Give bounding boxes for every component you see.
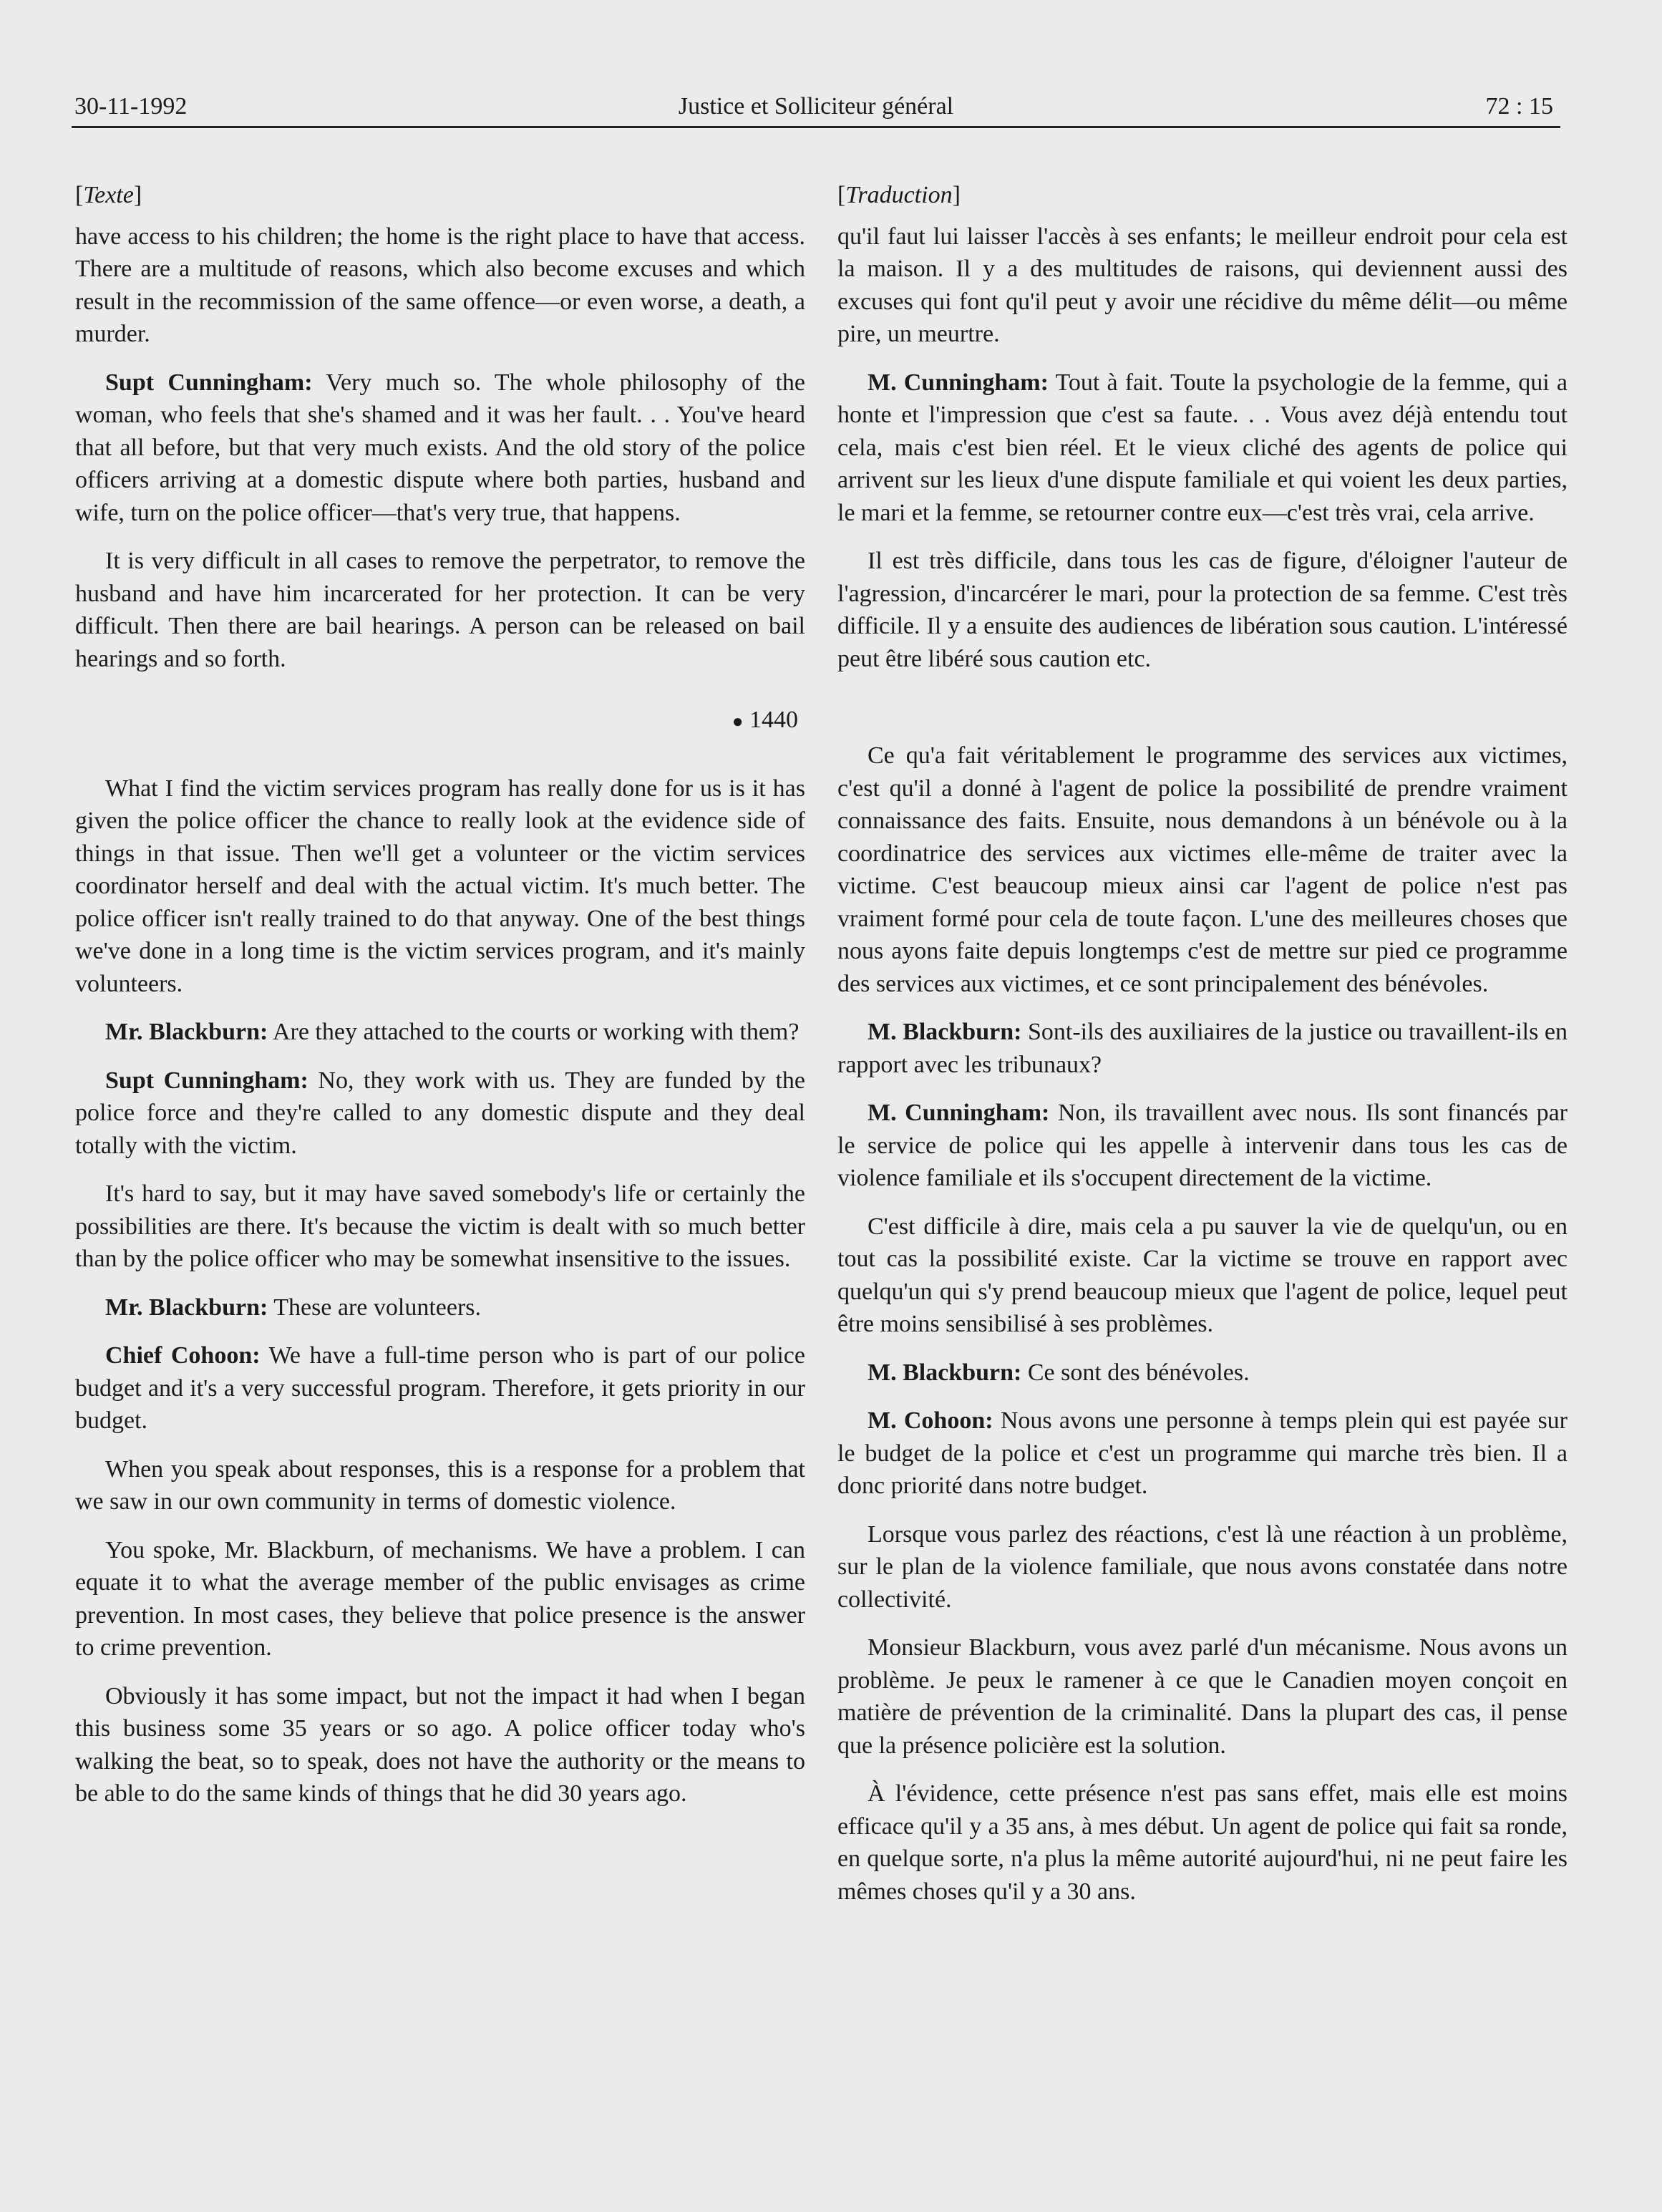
speaker-paragraph: M. Cunningham: Tout à fait. Toute la psychologie de la femme, qui a honte et l'impression que c'est sa faute. . . Vous avez déjà entendu tout cela, mais c'est bien réel. Et le vieux cliché des agents de police qui arrivent sur les lieux d'une dispute familiale et qui voient les deux parties, le mari et la femme, se retourner contre eux—c'est très vrai, cela arrive. bbox=[837, 369, 1568, 526]
speaker-name: Mr. Blackburn: bbox=[105, 1294, 268, 1321]
speaker-paragraph: Chief Cohoon: We have a full-time person who is part of our police budget and it's a very successful program. Therefore, it gets priority in our budget. bbox=[75, 1342, 805, 1434]
paragraph: When you speak about responses, this is a response for a problem that we saw in our own community in terms of domestic violence. bbox=[75, 1455, 805, 1515]
paragraph: Monsieur Blackburn, vous avez parlé d'un mécanisme. Nous avons un problème. Je peux le ramener à ce que le Canadien moyen conçoit en matière de prévention de la criminalité. Dans la plupart des cas, il pense que la présence policière est la solution. bbox=[837, 1634, 1568, 1759]
speaker-name: Supt Cunningham: bbox=[105, 369, 313, 396]
english-column bbox=[75, 179, 805, 1826]
speaker-name: M. Cunningham: bbox=[868, 1100, 1050, 1126]
paragraph: Obviously it has some impact, but not the impact it had when I began this business some 35 years or so ago. A police officer today who's walking the beat, so to speak, does not have the authority or the means to be able to do the same kinds of things that he did 30 years ago. bbox=[75, 1682, 805, 1807]
speaker-name: Supt Cunningham: bbox=[105, 1067, 308, 1094]
paragraph: À l'évidence, cette présence n'est pas sans effet, mais elle est moins efficace qu'il y a 35 ans, à mes début. Un agent de police qui fait sa ronde, en quelque sorte, n'a plus la même autorité aujourd'hui, ni ne peut faire les mêmes choses qu'il y a 30 ans. bbox=[837, 1780, 1568, 1905]
speaker-paragraph: M. Blackburn: Sont-ils des auxiliaires de la justice ou travaillent-ils en rapport avec les tribunaux? bbox=[837, 1019, 1568, 1078]
time-marker: ● 1440 bbox=[732, 707, 798, 733]
speaker-name: Chief Cohoon: bbox=[105, 1342, 261, 1369]
paragraph: It is very difficult in all cases to remove the perpetrator, to remove the husband and have him incarcerated for her protection. It can be very difficult. Then there are bail hearings. A person can be released on bail hearings and so forth. bbox=[75, 548, 805, 672]
paragraph: It's hard to say, but it may have saved somebody's life or certainly the possibilities are there. It's because the victim is dealt with so much better than by the police officer who may be somewhat insensitive to the issues. bbox=[75, 1180, 805, 1272]
paragraph: C'est difficile à dire, mais cela a pu sauver la vie de quelqu'un, ou en tout cas la possibilité existe. Car la victime se trouve en rapport avec quelqu'un qui s'y prend beaucoup mieux que l'agent de police, lequel peut être moins sensibilisé à ses problèmes. bbox=[837, 1213, 1568, 1337]
paragraph: Il est très difficile, dans tous les cas de figure, d'éloigner l'auteur de l'agression, d'incarcérer le mari, pour la protection de sa femme. C'est très difficile. Il y a ensuite des audiences de libération sous caution. L'intéressé peut être libéré sous caution etc. bbox=[837, 548, 1568, 672]
speaker-name: M. Cunningham: bbox=[868, 369, 1049, 396]
header-date: 30-11-1992 bbox=[74, 93, 188, 120]
header-page-number: 72 : 15 bbox=[1485, 93, 1553, 120]
speaker-name: Mr. Blackburn: bbox=[105, 1019, 268, 1045]
paragraph: have access to his children; the home is the right place to have that access. There are a multitude of reasons, which also become excuses and which result in the recommission of the same offence—or even worse, a death, a murder. bbox=[75, 223, 805, 347]
speaker-paragraph: Mr. Blackburn: These are volunteers. bbox=[105, 1294, 482, 1321]
speaker-name: M. Cohoon: bbox=[868, 1407, 993, 1434]
speaker-paragraph: Mr. Blackburn: Are they attached to the courts or working with them? bbox=[105, 1019, 800, 1045]
paragraph: Ce qu'a fait véritablement le programme des services aux victimes, c'est qu'il a donné à l'agent de police la possibilité de prendre vraiment connaissance des faits. Ensuite, nous demandons à un bénévole ou à la coordinatrice des services aux victimes elle-même de traiter avec la victime. C'est beaucoup mieux ainsi car l'agent de police n'est pas vraiment formé pour cela de toute façon. L'une des meilleures choses que nous ayons faite depuis longtemps c'est de mettre sur pied ce programme des services aux victimes, et ce sont principalement des bénévoles. bbox=[837, 742, 1568, 997]
page-header bbox=[72, 86, 1560, 128]
section-tag-traduction: [Traduction] bbox=[837, 182, 961, 208]
speaker-name: M. Blackburn: bbox=[868, 1359, 1022, 1386]
paragraph: qu'il faut lui laisser l'accès à ses enfants; le meilleur endroit pour cela est la maison. Il y a des multitudes de raisons, qui deviennent aussi des excuses qui font qu'il peut y avoir une récidive du même délit—ou même pire, un meurtre. bbox=[837, 223, 1568, 347]
section-tag-texte: [Texte] bbox=[75, 182, 142, 208]
paragraph: Lorsque vous parlez des réactions, c'est là une réaction à un problème, sur le plan de la violence familiale, que nous avons constatée dans notre collectivité. bbox=[837, 1520, 1568, 1613]
paragraph: You spoke, Mr. Blackburn, of mechanisms. We have a problem. I can equate it to what the average member of the public envisages as crime prevention. In most cases, they believe that police presence is the answer to crime prevention. bbox=[75, 1536, 805, 1661]
speaker-paragraph: M. Blackburn: Ce sont des bénévoles. bbox=[868, 1359, 1250, 1386]
speaker-paragraph: M. Cunningham: Non, ils travaillent avec nous. Ils sont financés par le service de police qui les appelle à intervenir dans tous les cas de violence familiale et ils s'occupent directement de la victime. bbox=[837, 1100, 1568, 1191]
speaker-name: M. Blackburn: bbox=[868, 1019, 1022, 1045]
paragraph: What I find the victim services program has really done for us is it has given the police officer the chance to really look at the evidence side of things in that issue. Then we'll get a volunteer or the victim services coordinator herself and deal with the actual victim. It's much better. The police officer isn't really trained to do that anyway. One of the best things we've done in a long time is the victim services program, and it's mainly volunteers. bbox=[75, 775, 805, 997]
header-title: Justice et Solliciteur général bbox=[678, 93, 954, 120]
speaker-paragraph: M. Cohoon: Nous avons une personne à temps plein qui est payée sur le budget de la police et c'est un programme qui marche très bien. Il a donc priorité dans notre budget. bbox=[837, 1407, 1568, 1499]
speaker-paragraph: Supt Cunningham: Very much so. The whole philosophy of the woman, who feels that she's shamed and it was her fault. . . You've heard that all before, but that very much exists. And the old story of the police officers arriving at a domestic dispute where both parties, husband and wife, turn on the police officer—that's very true, that happens. bbox=[75, 369, 805, 526]
french-column bbox=[837, 179, 1568, 1924]
speaker-paragraph: Supt Cunningham: No, they work with us. They are funded by the police force and they're called to any domestic dispute and they deal totally with the victim. bbox=[75, 1067, 805, 1159]
